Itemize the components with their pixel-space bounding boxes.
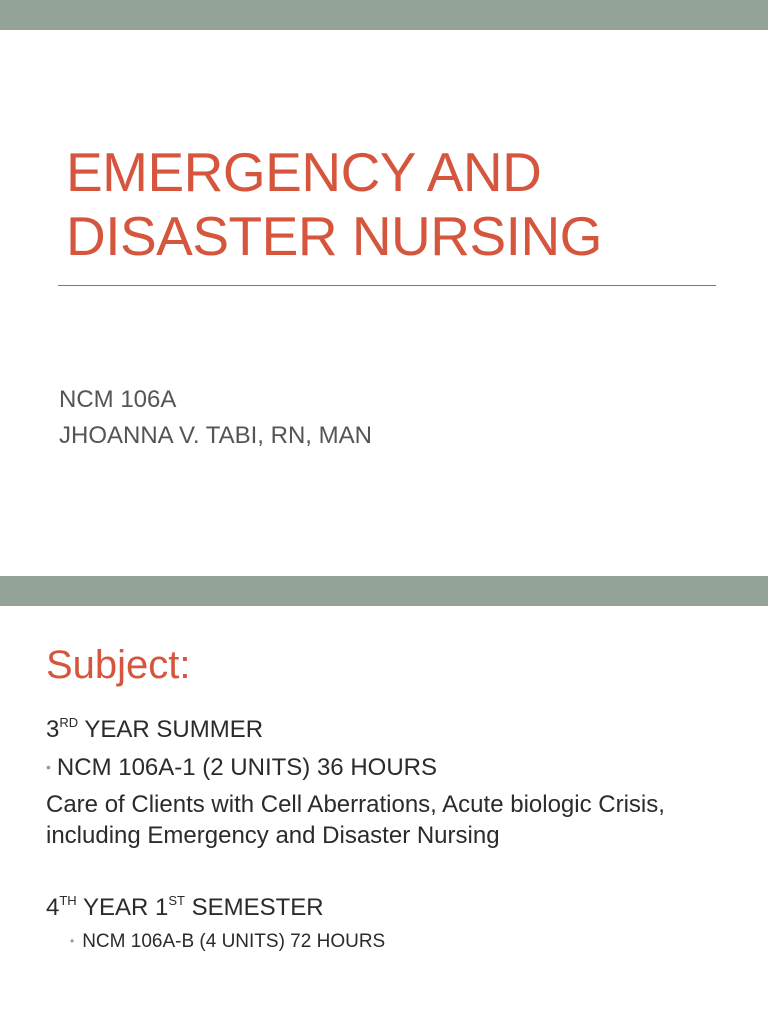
year-ordinal-2: TH [59,893,77,908]
bullet-icon: • [46,759,51,775]
bullet-item-2 [70,929,385,956]
semester-term: SEMESTER [184,894,324,921]
semester-ordinal: ST [168,893,185,908]
slide-top-band-2 [0,576,768,606]
year-ordinal: RD [59,715,79,730]
slide-top-band [0,0,768,30]
year-semester-line [46,892,324,927]
bullet-text-2: NCM 106A-B (4 UNITS) 72 HOURS [82,931,386,952]
year-number-2: 4 [46,894,60,921]
year-term: YEAR SUMMER [78,716,264,743]
bullet-icon: • [70,934,75,948]
bullet-text-1: NCM 106A-1 (2 UNITS) 36 HOURS [56,754,437,781]
year-mid: YEAR 1 [76,894,169,921]
slide-title [66,140,726,268]
description-line-1: Care of Clients with Cell Aberrations, Acute biologic Crisis, [46,791,665,818]
title-divider [58,285,716,286]
course-code: NCM 106A [59,386,177,413]
bullet-item-1 [46,752,437,786]
year-summer-line [46,714,263,749]
subtitle-block [59,382,372,454]
instructor-name: JHOANNA V. TABI, RN, MAN [59,422,372,449]
description-line-2: including Emergency and Disaster Nursing [46,822,500,849]
course-description [46,789,736,851]
slide-title-line-1: EMERGENCY AND [66,141,542,203]
subject-heading: Subject: [46,643,191,687]
slide-title-line-2: DISASTER NURSING [66,205,602,267]
year-number: 3 [46,716,60,743]
